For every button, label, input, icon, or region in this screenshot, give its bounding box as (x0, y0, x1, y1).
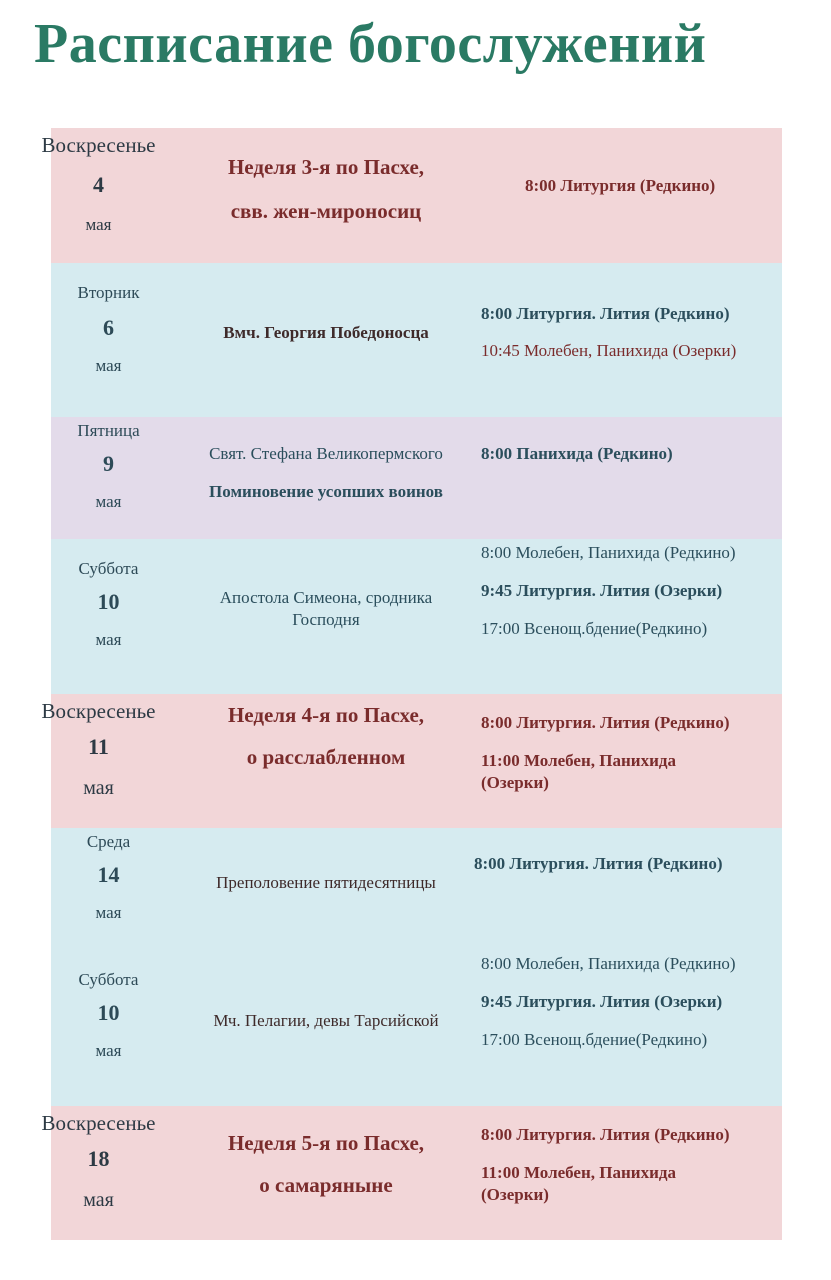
feast-line: Неделя 4-я по Пасхе, (227, 703, 425, 727)
month: мая (83, 777, 114, 799)
feast-line: Неделя 3-я по Пасхе, (227, 155, 425, 179)
day-number: 6 (103, 315, 114, 340)
weekday: Воскресенье (41, 699, 156, 723)
service-line: 9:45 Литургия. Лития (Озерки) (481, 992, 723, 1011)
services-cell (474, 853, 775, 875)
weekday: Суббота (78, 970, 139, 989)
feast-line: свв. жен-мироносиц (230, 199, 422, 223)
feast-line: Мч. Пелагии, девы Тарсийской (213, 1011, 439, 1030)
service-line: 17:00 Всенощ.бдение(Редкино) (481, 1030, 708, 1049)
feast-cell (166, 587, 486, 631)
schedule-row (51, 417, 782, 539)
service-line: 8:00 Литургия. Лития (Редкино) (474, 854, 723, 873)
weekday: Воскресенье (41, 133, 156, 157)
date-cell (51, 283, 166, 377)
feast-line: Неделя 5-я по Пасхе, (227, 1131, 425, 1155)
service-line: 8:00 Литургия. Лития (Редкино) (481, 1125, 730, 1144)
month: мая (95, 903, 122, 922)
service-line: 8:00 Молебен, Панихида (Редкино) (481, 954, 736, 973)
services-cell (481, 443, 782, 465)
feast-line: Поминовение усопших воинов (209, 482, 443, 501)
feast-line: о расслабленном (246, 745, 406, 769)
month: мая (95, 356, 122, 375)
feast-line: о самаряныне (259, 1173, 393, 1197)
service-line: 17:00 Всенощ.бдение(Редкино) (481, 619, 708, 638)
feast-line: Апостола Симеона, сродника (219, 588, 433, 607)
feast-line: Вмч. Георгия Победоносца (223, 323, 429, 342)
feast-line: Господня (292, 610, 360, 629)
month: мая (83, 1189, 114, 1211)
feast-cell (166, 152, 486, 226)
service-line: 10:45 Молебен, Панихида (Озерки) (481, 341, 737, 360)
date-cell (51, 832, 166, 924)
schedule-row (41, 1106, 782, 1240)
service-line: 8:00 Молебен, Панихида (Редкино) (481, 543, 736, 562)
feast-cell (166, 700, 486, 772)
feast-cell (166, 443, 486, 503)
weekday: Среда (86, 832, 131, 851)
weekday: Суббота (78, 559, 139, 578)
schedule-row (51, 539, 782, 694)
service-line: 11:00 Молебен, Панихида (481, 1163, 676, 1182)
date-cell (51, 970, 166, 1062)
day-number: 14 (97, 862, 120, 887)
schedule-row (51, 950, 782, 1106)
schedule-row (41, 128, 782, 263)
month: мая (95, 1041, 122, 1060)
day-number: 18 (87, 1146, 110, 1171)
feast-line: Преполовение пятидесятницы (216, 873, 436, 892)
date-cell (51, 421, 166, 513)
weekday: Вторник (77, 283, 140, 302)
date-cell (41, 132, 156, 236)
services-cell (481, 542, 782, 640)
services-cell (481, 712, 782, 794)
day-number: 10 (97, 589, 120, 614)
service-line: 8:00 Литургия (Редкино) (525, 176, 716, 195)
month: мая (85, 215, 112, 234)
date-cell (41, 698, 156, 800)
feast-cell (166, 323, 486, 343)
service-line: 9:45 Литургия. Лития (Озерки) (481, 581, 723, 600)
feast-cell (166, 1010, 486, 1032)
services-cell (525, 176, 826, 196)
services-cell (481, 303, 782, 362)
services-cell (481, 953, 782, 1051)
page-title: Расписание богослужений (34, 13, 707, 75)
service-line: 11:00 Молебен, Панихида (481, 751, 676, 770)
date-cell (51, 559, 166, 651)
schedule-row (51, 828, 782, 950)
day-number: 9 (103, 451, 114, 476)
weekday: Воскресенье (41, 1111, 156, 1135)
feast-cell (166, 872, 486, 894)
schedule-row (51, 263, 782, 417)
services-cell (481, 1124, 782, 1206)
month: мая (95, 492, 122, 511)
day-number: 10 (97, 1000, 120, 1025)
weekday: Пятница (77, 421, 140, 440)
schedule-row (41, 694, 782, 828)
service-line: (Озерки) (481, 773, 549, 792)
service-line: 8:00 Литургия. Лития (Редкино) (481, 304, 730, 323)
month: мая (95, 630, 122, 649)
feast-cell (166, 1128, 486, 1200)
day-number: 11 (88, 734, 109, 759)
day-number: 4 (93, 172, 104, 197)
service-line: 8:00 Литургия. Лития (Редкино) (481, 713, 730, 732)
date-cell (41, 1110, 156, 1212)
service-line: 8:00 Панихида (Редкино) (481, 444, 673, 463)
feast-line: Свят. Стефана Великопермского (209, 444, 443, 463)
service-line: (Озерки) (481, 1185, 549, 1204)
